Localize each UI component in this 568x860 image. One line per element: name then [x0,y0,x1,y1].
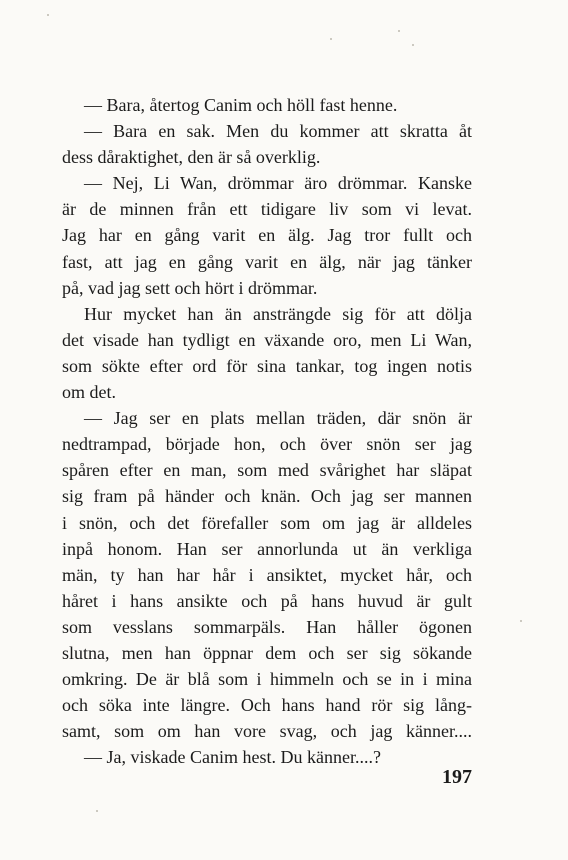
text-line: omkring. De är blå som i himmeln och se in i mina [62,669,472,690]
page-number: 197 [442,766,472,788]
text-line: — Ja, viskade Canim hest. Du känner....? [84,747,381,768]
text-line: Jag har en gång varit en älg. Jag tror fullt och [62,225,472,246]
text-line: det visade han tydligt en växande oro, men Li Wan, [62,329,472,350]
text-line: på, vad jag sett och hört i drömmar. [62,277,318,298]
paper-speck [398,30,400,32]
text-line: om det. [62,382,116,403]
text-line: — Bara en sak. Men du kommer att skratta åt [84,121,472,142]
text-line: — Jag ser en plats mellan träden, där snön är [84,408,472,429]
text-line: som vesslans sommarpäls. Han håller ögonen [62,616,472,637]
text-line: — Nej, Li Wan, drömmar äro drömmar. Kanske [84,173,472,194]
text-line: är de minnen från ett tidigare liv som vi levat. [62,199,472,220]
body-text [62,92,472,770]
text-line: håret i hans ansikte och på hans huvud är gult [62,590,472,611]
text-line: spåren efter en man, som med svårighet har släpat [62,460,472,481]
text-line: män, ty han har hår i ansiktet, mycket hår, och [62,564,472,585]
text-line: slutna, men han öppnar dem och ser sig sökande [62,642,472,663]
text-line: nedtrampad, började hon, och över snön ser jag [62,434,472,455]
text-line: och söka inte längre. Och hans hand rör sig lång- [62,695,472,716]
paper-speck [520,620,522,622]
text-line: fast, att jag en gång varit en älg, när jag tänker [62,251,472,272]
text-line: i snön, och det förefaller som om jag är alldeles [62,512,472,533]
text-line: — Bara, återtog Canim och höll fast henne. [84,95,398,115]
paper-speck [330,38,332,40]
text-line: som sökte efter ord för sina tankar, tog ingen notis [62,355,472,376]
paper-speck [412,44,414,46]
paper-speck [47,14,49,16]
text-line: inpå honom. Han ser annorlunda ut än verkliga [62,538,472,559]
text-line: Hur mycket han än ansträngde sig för att dölja [84,303,472,324]
text-line: dess dåraktighet, den är så overklig. [62,147,321,168]
text-line: sig fram på händer och knän. Och jag ser mannen [62,486,472,507]
paper-speck [96,810,98,812]
text-line: samt, som om han vore svag, och jag känner.... [62,721,472,742]
